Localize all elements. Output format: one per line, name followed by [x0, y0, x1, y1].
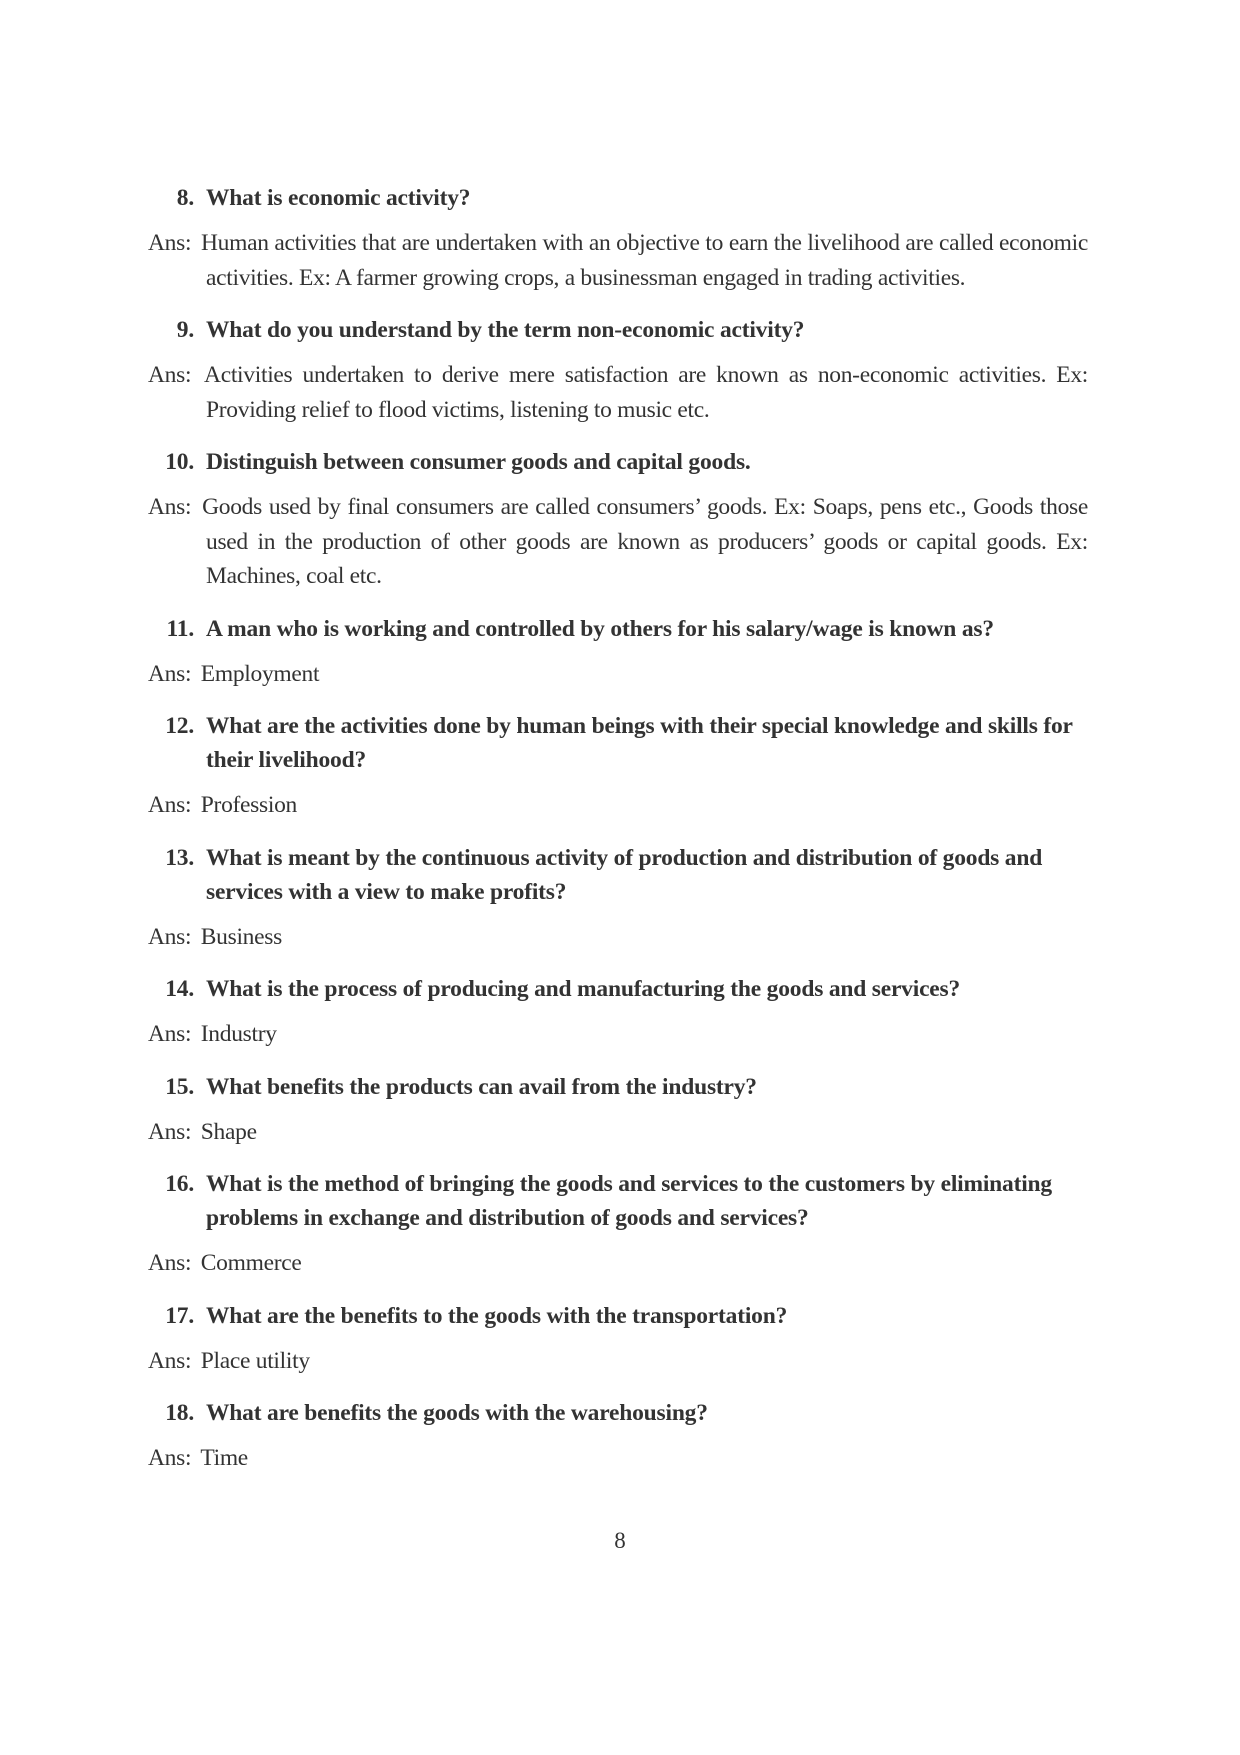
question-number: 11.	[166, 615, 194, 642]
answer-text: Time	[200, 1445, 248, 1471]
question-text: Distinguish between consumer goods and capital goods.	[206, 449, 751, 475]
question-text: What are benefits the goods with the warehousing?	[206, 1400, 708, 1426]
answer	[148, 1115, 1088, 1150]
qa-item-10	[148, 445, 1088, 594]
answer	[148, 226, 1088, 295]
answer-label: Ans:	[148, 923, 192, 950]
answer-label: Ans:	[148, 1445, 192, 1471]
question-text: What is economic activity?	[206, 185, 471, 211]
question	[148, 445, 1088, 479]
answer-text: Shape	[200, 1118, 257, 1145]
answer-label: Ans:	[148, 792, 192, 818]
answer-text: Activities undertaken to derive mere satisfaction are known as non-economic activities. Ex: Providing relief to flood victims, listening to music etc.	[204, 362, 1089, 423]
question	[148, 841, 1088, 909]
question	[148, 972, 1088, 1006]
answer-text: Goods used by final consumers are called consumers’ goods. Ex: Soaps, pens etc., Goods those used in the production of other goods are known as producers’ goods or capital goods. Ex: Machines, coal etc.	[202, 494, 1088, 589]
answer-text: Human activities that are undertaken with an objective to earn the livelihood are called economic activities. Ex: A farmer growing crops, a businessman engaged in trading activities.	[200, 230, 1088, 291]
qa-item-11	[148, 612, 1088, 692]
answer-label: Ans:	[148, 362, 192, 388]
answer	[148, 1246, 1088, 1281]
question	[148, 1070, 1088, 1104]
answer	[148, 1344, 1088, 1379]
question	[148, 612, 1088, 646]
answer-text: Employment	[200, 660, 320, 687]
question-number: 8.	[176, 185, 194, 211]
qa-item-15	[148, 1070, 1088, 1150]
answer	[148, 657, 1088, 692]
qa-item-12	[148, 709, 1088, 823]
question-text: What is meant by the continuous activity of production and distribution of goods and services with a view to make profits?	[206, 844, 1043, 905]
question-number: 13.	[165, 844, 194, 871]
answer-label: Ans:	[148, 1021, 192, 1047]
answer-text: Profession	[200, 792, 298, 818]
answer	[148, 1017, 1088, 1052]
question-text: What benefits the products can avail from the industry?	[206, 1073, 757, 1100]
question-number: 16.	[165, 1171, 194, 1197]
question-number: 9.	[176, 317, 194, 343]
qa-item-18	[148, 1396, 1088, 1476]
question-number: 15.	[165, 1073, 194, 1100]
question-number: 18.	[165, 1400, 194, 1426]
qa-item-16	[148, 1167, 1088, 1281]
question	[148, 181, 1088, 215]
answer	[148, 358, 1088, 427]
answer	[148, 490, 1088, 594]
answer-text: Industry	[200, 1021, 277, 1047]
answer-label: Ans:	[148, 230, 192, 256]
answer	[148, 788, 1088, 823]
answer-label: Ans:	[148, 1250, 192, 1276]
question-text: What is the process of producing and manufacturing the goods and services?	[206, 976, 961, 1002]
question	[148, 1299, 1088, 1333]
answer-label: Ans:	[148, 1347, 192, 1374]
question-text: A man who is working and controlled by others for his salary/wage is known as?	[206, 615, 994, 642]
question-number: 10.	[165, 449, 194, 475]
question-text: What is the method of bringing the goods and services to the customers by eliminating problems in exchange and distribution of goods and services?	[206, 1171, 1052, 1231]
answer-text: Place utility	[200, 1347, 310, 1374]
question	[148, 313, 1088, 347]
question	[148, 1396, 1088, 1430]
qa-item-9	[148, 313, 1088, 427]
answer-label: Ans:	[148, 494, 192, 520]
page-number: 8	[614, 1528, 626, 1553]
question-number: 17.	[165, 1302, 194, 1329]
answer-text: Business	[200, 923, 282, 950]
question-text: What do you understand by the term non-economic activity?	[206, 317, 805, 343]
qa-item-13	[148, 841, 1088, 955]
qa-item-14	[148, 972, 1088, 1052]
qa-list	[148, 181, 1088, 1494]
question-number: 14.	[165, 976, 194, 1002]
question	[148, 709, 1088, 777]
question-text: What are the activities done by human beings with their special knowledge and skills for their livelihood?	[206, 713, 1073, 773]
question	[148, 1167, 1088, 1235]
answer	[148, 920, 1088, 955]
answer-label: Ans:	[148, 660, 192, 687]
answer	[148, 1441, 1088, 1476]
qa-item-17	[148, 1299, 1088, 1379]
answer-label: Ans:	[148, 1118, 192, 1145]
question-text: What are the benefits to the goods with the transportation?	[206, 1302, 788, 1329]
answer-text: Commerce	[200, 1250, 302, 1276]
question-number: 12.	[165, 713, 194, 739]
qa-item-8	[148, 181, 1088, 295]
